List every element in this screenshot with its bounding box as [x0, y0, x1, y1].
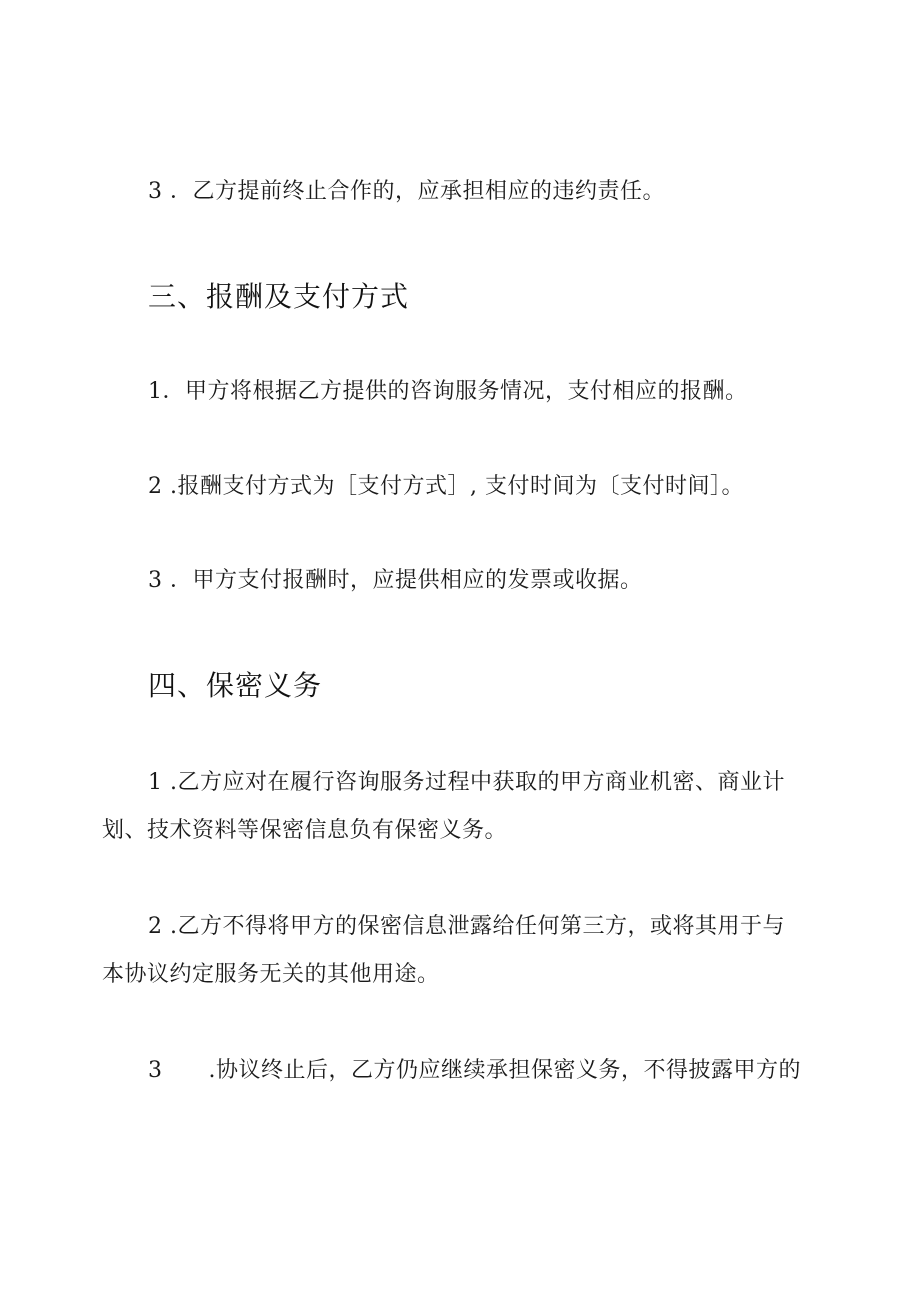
clause-4-2-line-2: 本协议约定服务无关的其他用途。: [102, 962, 440, 987]
clause-4-3-number: 3: [148, 1058, 163, 1083]
clause-2-3: 3 ．乙方提前终止合作的，应承担相应的违约责任。: [148, 179, 665, 204]
clause-4-1-line-1: 1 .乙方应对在履行咨询服务过程中获取的甲方商业机密、商业计: [148, 770, 785, 795]
clause-4-1-line-2: 划、技术资料等保密信息负有保密义务。: [102, 818, 508, 843]
clause-4-3-line-1: [148, 1056, 801, 1086]
clause-4-2-line-1: 2 .乙方不得将甲方的保密信息泄露给任何第三方，或将其用于与: [148, 914, 785, 939]
clause-4-3-text: .协议终止后，乙方仍应继续承担保密义务，不得披露甲方的: [208, 1058, 801, 1083]
clause-3-2: 2 .报酬支付方式为［支付方式］, 支付时间为〔支付时间］。: [148, 474, 744, 499]
clause-3-3: 3 ．甲方支付报酬时，应提供相应的发票或收据。: [148, 568, 643, 593]
clause-3-1: 1．甲方将根据乙方提供的咨询服务情况，支付相应的报酬。: [148, 379, 748, 404]
section-3-heading: 三、报酬及支付方式: [148, 280, 410, 313]
section-4-heading: 四、保密义务: [148, 669, 323, 702]
